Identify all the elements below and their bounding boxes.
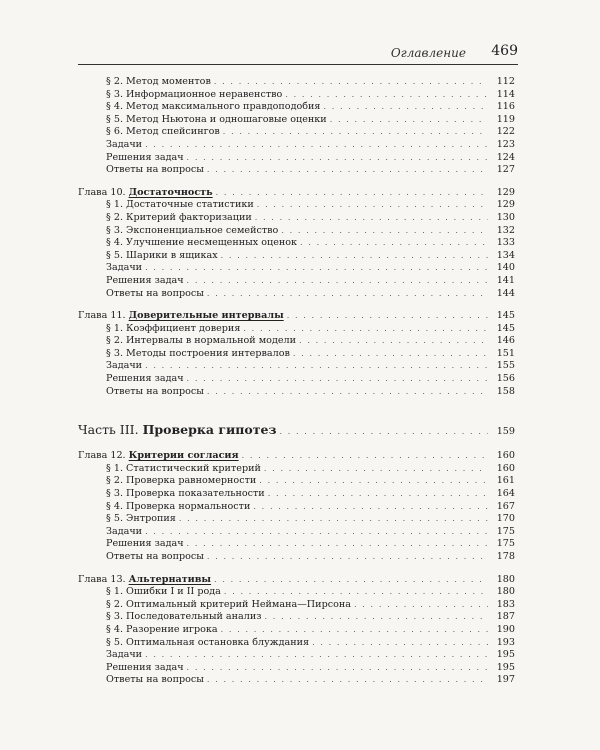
toc-entry[interactable] (78, 212, 515, 225)
toc-entry-page: 145 (496, 322, 515, 334)
toc-entry[interactable] (78, 360, 515, 373)
leader-dots (179, 513, 488, 526)
chapter-prefix: Глава 11. (78, 310, 126, 322)
toc-entry-label: § 4. Улучшение несмещенных оценок (106, 237, 298, 249)
toc-entry-page: 183 (496, 598, 515, 610)
toc-entry-label: Ответы на вопросы (106, 385, 204, 397)
toc-entry-page: 124 (496, 151, 515, 163)
toc-entry-page: 187 (496, 611, 515, 623)
toc-entry-label: § 3. Методы построения интервалов (106, 347, 290, 359)
toc-entry[interactable] (78, 513, 515, 526)
toc-entry-page: 141 (496, 274, 515, 286)
toc-entry[interactable] (78, 323, 515, 336)
leader-dots (224, 586, 488, 599)
toc-entry-label: Решения задач (106, 151, 184, 163)
toc-entry[interactable] (78, 386, 515, 399)
toc-entry[interactable] (78, 139, 515, 152)
toc-entry[interactable] (78, 89, 515, 102)
page-number: 469 (491, 43, 518, 59)
toc-chapter[interactable] (78, 187, 515, 200)
toc-entry-label: § 2. Критерий факторизации (106, 211, 252, 223)
toc-entry-page: 146 (496, 335, 515, 347)
leader-dots (268, 488, 488, 501)
toc-entry-label: Решения задач (106, 373, 184, 385)
chapter-page: 129 (496, 186, 515, 198)
toc-entry-label: Задачи (106, 262, 143, 274)
spacer (78, 564, 515, 574)
toc-entry-page: 155 (496, 360, 515, 372)
chapter-prefix: Глава 12. (78, 450, 126, 462)
toc-entry[interactable] (78, 611, 515, 624)
toc-entry-label: § 2. Оптимальный критерий Неймана—Пирсона (106, 598, 351, 610)
toc-entry-page: 175 (496, 538, 515, 550)
toc-entry-page: 175 (496, 525, 515, 537)
leader-dots (187, 275, 488, 288)
toc-entry-label: § 4. Проверка нормальности (106, 500, 251, 512)
toc-entry[interactable] (78, 551, 515, 564)
chapter-title: Доверительные интервалы (128, 310, 284, 322)
leader-dots (216, 187, 488, 200)
toc-entry-label: § 1. Статистический критерий (106, 462, 261, 474)
toc-entry-page: 161 (496, 475, 515, 487)
chapter-title: Достаточность (128, 186, 213, 198)
toc-entry[interactable] (78, 662, 515, 675)
toc-entry-page: 132 (496, 224, 515, 236)
toc-chapter[interactable] (78, 310, 515, 323)
toc-entry[interactable] (78, 288, 515, 301)
header-title: Оглавление (390, 46, 466, 60)
toc-entry[interactable] (78, 599, 515, 612)
toc-entry-page: 134 (496, 249, 515, 261)
toc-entry-label: Задачи (106, 525, 143, 537)
toc-entry-page: 170 (496, 513, 515, 525)
leader-dots (299, 335, 488, 348)
part-prefix: Часть III. (78, 422, 139, 438)
chapter-page: 160 (496, 450, 515, 462)
toc-entry-page: 160 (496, 462, 515, 474)
leader-dots (207, 164, 488, 177)
part-page: 159 (496, 426, 515, 438)
leader-dots (330, 114, 488, 127)
leader-dots (264, 463, 488, 476)
part-title: Проверка гипотез (142, 422, 277, 438)
leader-dots (145, 139, 488, 152)
toc-entry[interactable] (78, 199, 515, 212)
leader-dots (187, 373, 488, 386)
toc-entry-page: 178 (496, 551, 515, 562)
leader-dots (300, 237, 488, 250)
chapter-prefix: Глава 10. (78, 186, 126, 198)
toc-entry[interactable] (78, 262, 515, 275)
toc-entry[interactable] (78, 373, 515, 386)
leader-dots (187, 538, 488, 551)
leader-dots (207, 674, 488, 687)
toc-entry-page: 193 (496, 636, 515, 648)
toc-entry-page: 140 (496, 262, 515, 274)
toc-entry-label: § 4. Разорение игрока (106, 623, 218, 635)
toc-entry[interactable] (78, 475, 515, 488)
toc-entry-label: § 3. Информационное неравенство (106, 88, 283, 100)
leader-dots (145, 526, 488, 539)
leader-dots (323, 101, 488, 114)
toc-entry[interactable] (78, 164, 515, 177)
toc-entry-label: § 2. Проверка равномерности (106, 475, 257, 487)
toc-chapter[interactable] (78, 450, 515, 463)
leader-dots (207, 551, 488, 564)
leader-dots (207, 386, 488, 399)
toc-entry[interactable] (78, 225, 515, 238)
toc-entry-label: § 1. Достаточные статистики (106, 199, 254, 211)
spacer (78, 398, 515, 420)
leader-dots (257, 199, 488, 212)
leader-dots (223, 126, 488, 139)
toc-chapter[interactable] (78, 574, 515, 587)
toc-entry-label: § 5. Оптимальная остановка блуждания (106, 636, 310, 648)
toc-entry[interactable] (78, 501, 515, 514)
toc-entry-page: 197 (496, 674, 515, 686)
toc-entry-label: § 3. Проверка показательности (106, 488, 265, 500)
leader-dots (242, 450, 488, 463)
toc-entry-page: 122 (496, 126, 515, 138)
toc-entry[interactable] (78, 114, 515, 127)
toc-entry-page: 130 (496, 211, 515, 223)
leader-dots (285, 89, 488, 102)
leader-dots (243, 323, 488, 336)
toc-entry-page: 164 (496, 488, 515, 500)
toc-entry-label: § 5. Шарики в ящиках (106, 249, 218, 261)
spacer (78, 300, 515, 310)
chapter-prefix: Глава 13. (78, 573, 126, 585)
leader-dots (187, 152, 488, 165)
toc-entry-label: Ответы на вопросы (106, 551, 204, 562)
leader-dots (264, 611, 488, 624)
toc-entry[interactable] (78, 275, 515, 288)
toc-entry-label: § 4. Метод максимального правдоподобия (106, 101, 321, 113)
toc-entry-label: § 5. Метод Ньютона и одношаговые оценки (106, 113, 327, 125)
toc-entry-label: § 5. Энтропия (106, 513, 176, 525)
toc-entry-label: Решения задач (106, 661, 184, 673)
spacer (78, 177, 515, 187)
toc-entry[interactable] (78, 488, 515, 501)
leader-dots (279, 422, 488, 442)
toc-entry-label: § 3. Последовательный анализ (106, 611, 262, 623)
toc-entry-label: Задачи (106, 360, 143, 372)
toc-entry-label: § 3. Экспоненциальное семейство (106, 224, 279, 236)
leader-dots (255, 212, 488, 225)
toc-entry-label: Решения задач (106, 538, 184, 550)
toc-entry[interactable] (78, 526, 515, 539)
toc-entry-page: 156 (496, 373, 515, 385)
leader-dots (187, 662, 488, 675)
leader-dots (253, 501, 488, 514)
leader-dots (221, 624, 488, 637)
toc-entry-label: § 6. Метод спейсингов (106, 126, 220, 138)
toc-entry[interactable] (78, 538, 515, 551)
toc-entry-page: 190 (496, 623, 515, 635)
toc-entry[interactable] (78, 76, 515, 89)
toc-entry-label: Задачи (106, 649, 143, 661)
toc-entry[interactable] (78, 101, 515, 114)
toc-entry[interactable] (78, 624, 515, 637)
toc-entry-page: 112 (496, 76, 515, 87)
toc-entry-page: 123 (496, 138, 515, 150)
toc-entry-page: 116 (496, 101, 515, 113)
toc-entry-page: 195 (496, 661, 515, 673)
leader-dots (214, 76, 488, 89)
toc-entry[interactable] (78, 463, 515, 476)
leader-dots (221, 250, 488, 263)
toc-part[interactable] (78, 420, 515, 440)
toc-entry[interactable] (78, 152, 515, 165)
toc-entry-label: § 2. Метод моментов (106, 76, 211, 87)
leader-dots (281, 225, 488, 238)
toc-entry[interactable] (78, 348, 515, 361)
toc-entry-label: § 1. Ошибки I и II рода (106, 586, 221, 598)
toc-entry-label: Задачи (106, 138, 143, 150)
toc-entry-page: 151 (496, 347, 515, 359)
toc-entry[interactable] (78, 586, 515, 599)
toc-entry-page: 158 (496, 385, 515, 397)
leader-dots (259, 475, 488, 488)
toc-entry[interactable] (78, 637, 515, 650)
toc-entry[interactable] (78, 250, 515, 263)
toc-entry[interactable] (78, 237, 515, 250)
leader-dots (145, 649, 488, 662)
toc-entry[interactable] (78, 649, 515, 662)
toc-entry[interactable] (78, 335, 515, 348)
table-of-contents (78, 76, 515, 687)
leader-dots (293, 348, 488, 361)
toc-entry-page: 114 (496, 88, 515, 100)
toc-entry-page: 195 (496, 649, 515, 661)
toc-entry-label: Ответы на вопросы (106, 674, 204, 686)
leader-dots (145, 360, 488, 373)
leader-dots (214, 574, 488, 587)
leader-dots (287, 310, 488, 323)
chapter-title: Альтернативы (128, 573, 212, 585)
toc-entry-label: § 1. Коэффициент доверия (106, 322, 241, 334)
toc-entry-label: Ответы на вопросы (106, 287, 204, 299)
toc-entry[interactable] (78, 674, 515, 687)
toc-entry-page: 129 (496, 199, 515, 211)
toc-entry-label: § 2. Интервалы в нормальной модели (106, 335, 297, 347)
toc-entry-label: Ответы на вопросы (106, 164, 204, 176)
chapter-title: Критерии согласия (128, 450, 239, 462)
toc-entry-page: 144 (496, 287, 515, 299)
running-header (78, 44, 518, 65)
leader-dots (312, 637, 488, 650)
toc-entry[interactable] (78, 126, 515, 139)
toc-entry-page: 119 (496, 113, 515, 125)
toc-entry-page: 133 (496, 237, 515, 249)
toc-entry-page: 127 (496, 164, 515, 176)
leader-dots (354, 599, 488, 612)
toc-entry-page: 180 (496, 586, 515, 598)
chapter-page: 180 (496, 573, 515, 585)
chapter-page: 145 (496, 310, 515, 322)
toc-entry-page: 167 (496, 500, 515, 512)
leader-dots (145, 262, 488, 275)
toc-entry-label: Решения задач (106, 274, 184, 286)
leader-dots (207, 288, 488, 301)
